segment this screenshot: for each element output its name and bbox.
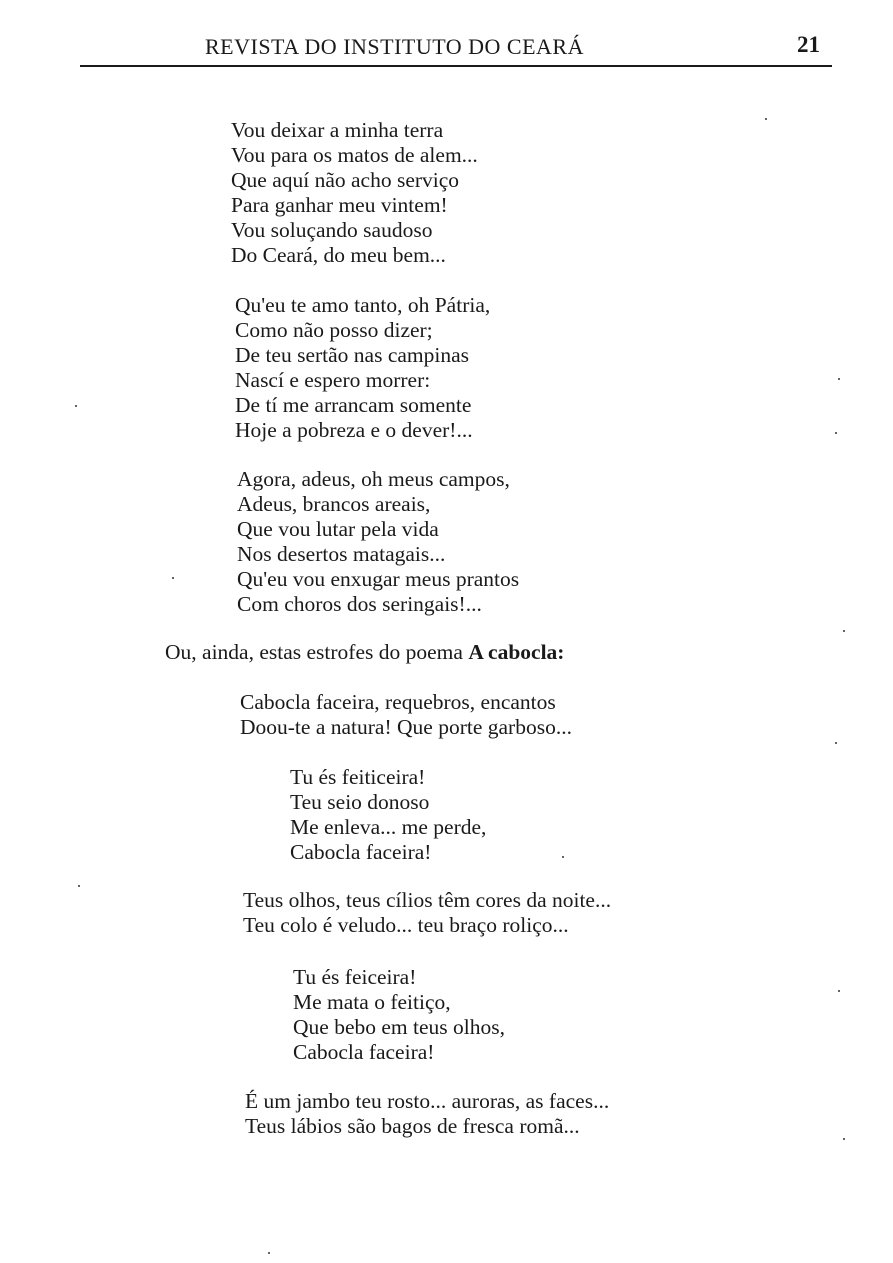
scan-speck <box>835 742 837 744</box>
scan-speck <box>562 856 564 858</box>
scan-speck <box>172 577 174 579</box>
verse-line: Qu'eu vou enxugar meus prantos <box>237 567 520 591</box>
scan-speck <box>838 378 840 380</box>
page-header <box>80 30 832 66</box>
verse-line: De tí me arrancam somente <box>235 393 472 417</box>
verse-line: Vou para os matos de alem... <box>231 143 478 167</box>
scan-speck <box>843 630 845 632</box>
header-rule <box>80 65 832 67</box>
cabocla-stanza-3 <box>245 1089 609 1139</box>
scan-speck <box>838 990 840 992</box>
verse-line: Qu'eu te amo tanto, oh Pátria, <box>235 293 491 317</box>
cabocla-refrain-1 <box>290 765 486 865</box>
verse-line: Para ganhar meu vintem! <box>231 193 448 217</box>
scan-speck <box>75 405 77 407</box>
intro-paragraph <box>165 640 564 665</box>
verse-line: Cabocla faceira! <box>290 840 432 864</box>
verse-line: Que bebo em teus olhos, <box>293 1015 505 1039</box>
scan-speck <box>835 432 837 434</box>
scan-speck <box>765 118 767 120</box>
verse-line: Que vou lutar pela vida <box>237 517 439 541</box>
verse-line: Tu és feiceira! <box>293 965 417 989</box>
verse-line: Que aquí não acho serviço <box>231 168 460 192</box>
verse-line: De teu sertão nas campinas <box>235 343 470 367</box>
verse-line: Vou soluçando saudoso <box>231 218 433 242</box>
verse-line: Nos desertos matagais... <box>237 542 446 566</box>
verse-line: Me enleva... me perde, <box>290 815 487 839</box>
verse-line: Do Ceará, do meu bem... <box>231 243 446 267</box>
verse-line: Teu colo é veludo... teu braço roliço... <box>243 913 569 937</box>
verse-line: Teus olhos, teus cílios têm cores da noite... <box>243 888 612 912</box>
cabocla-stanza-2 <box>243 888 611 938</box>
scan-speck <box>268 1252 270 1254</box>
stanza-1 <box>231 118 478 268</box>
running-title: REVISTA DO INSTITUTO DO CEARÁ <box>205 34 584 59</box>
verse-line: Vou deixar a minha terra <box>231 118 444 142</box>
cabocla-stanza-1 <box>240 690 572 740</box>
verse-line: É um jambo teu rosto... auroras, as faces... <box>245 1089 610 1113</box>
verse-line: Hoje a pobreza e o dever!... <box>235 418 473 442</box>
verse-line: Me mata o feitiço, <box>293 990 451 1014</box>
verse-line: Teus lábios são bagos de fresca romã... <box>245 1114 580 1138</box>
verse-line: Teu seio donoso <box>290 790 430 814</box>
poem-title: A cabocla: <box>468 640 565 664</box>
verse-line: Cabocla faceira! <box>293 1040 435 1064</box>
intro-text: Ou, ainda, estas estrofes do poema <box>165 640 469 664</box>
verse-line: Nascí e espero morrer: <box>235 368 431 392</box>
stanza-2 <box>235 293 490 443</box>
verse-line: Cabocla faceira, requebros, encantos <box>240 690 556 714</box>
verse-line: Com choros dos seringais!... <box>237 592 482 616</box>
scan-speck <box>843 1138 845 1140</box>
verse-line: Adeus, brancos areais, <box>237 492 431 516</box>
verse-line: Agora, adeus, oh meus campos, <box>237 467 510 491</box>
verse-line: Tu és feiticeira! <box>290 765 426 789</box>
verse-line: Doou-te a natura! Que porte garboso... <box>240 715 572 739</box>
cabocla-refrain-2 <box>293 965 505 1065</box>
page-number: 21 <box>797 32 820 57</box>
scan-speck <box>78 885 80 887</box>
verse-line: Como não posso dizer; <box>235 318 433 342</box>
stanza-3 <box>237 467 519 617</box>
